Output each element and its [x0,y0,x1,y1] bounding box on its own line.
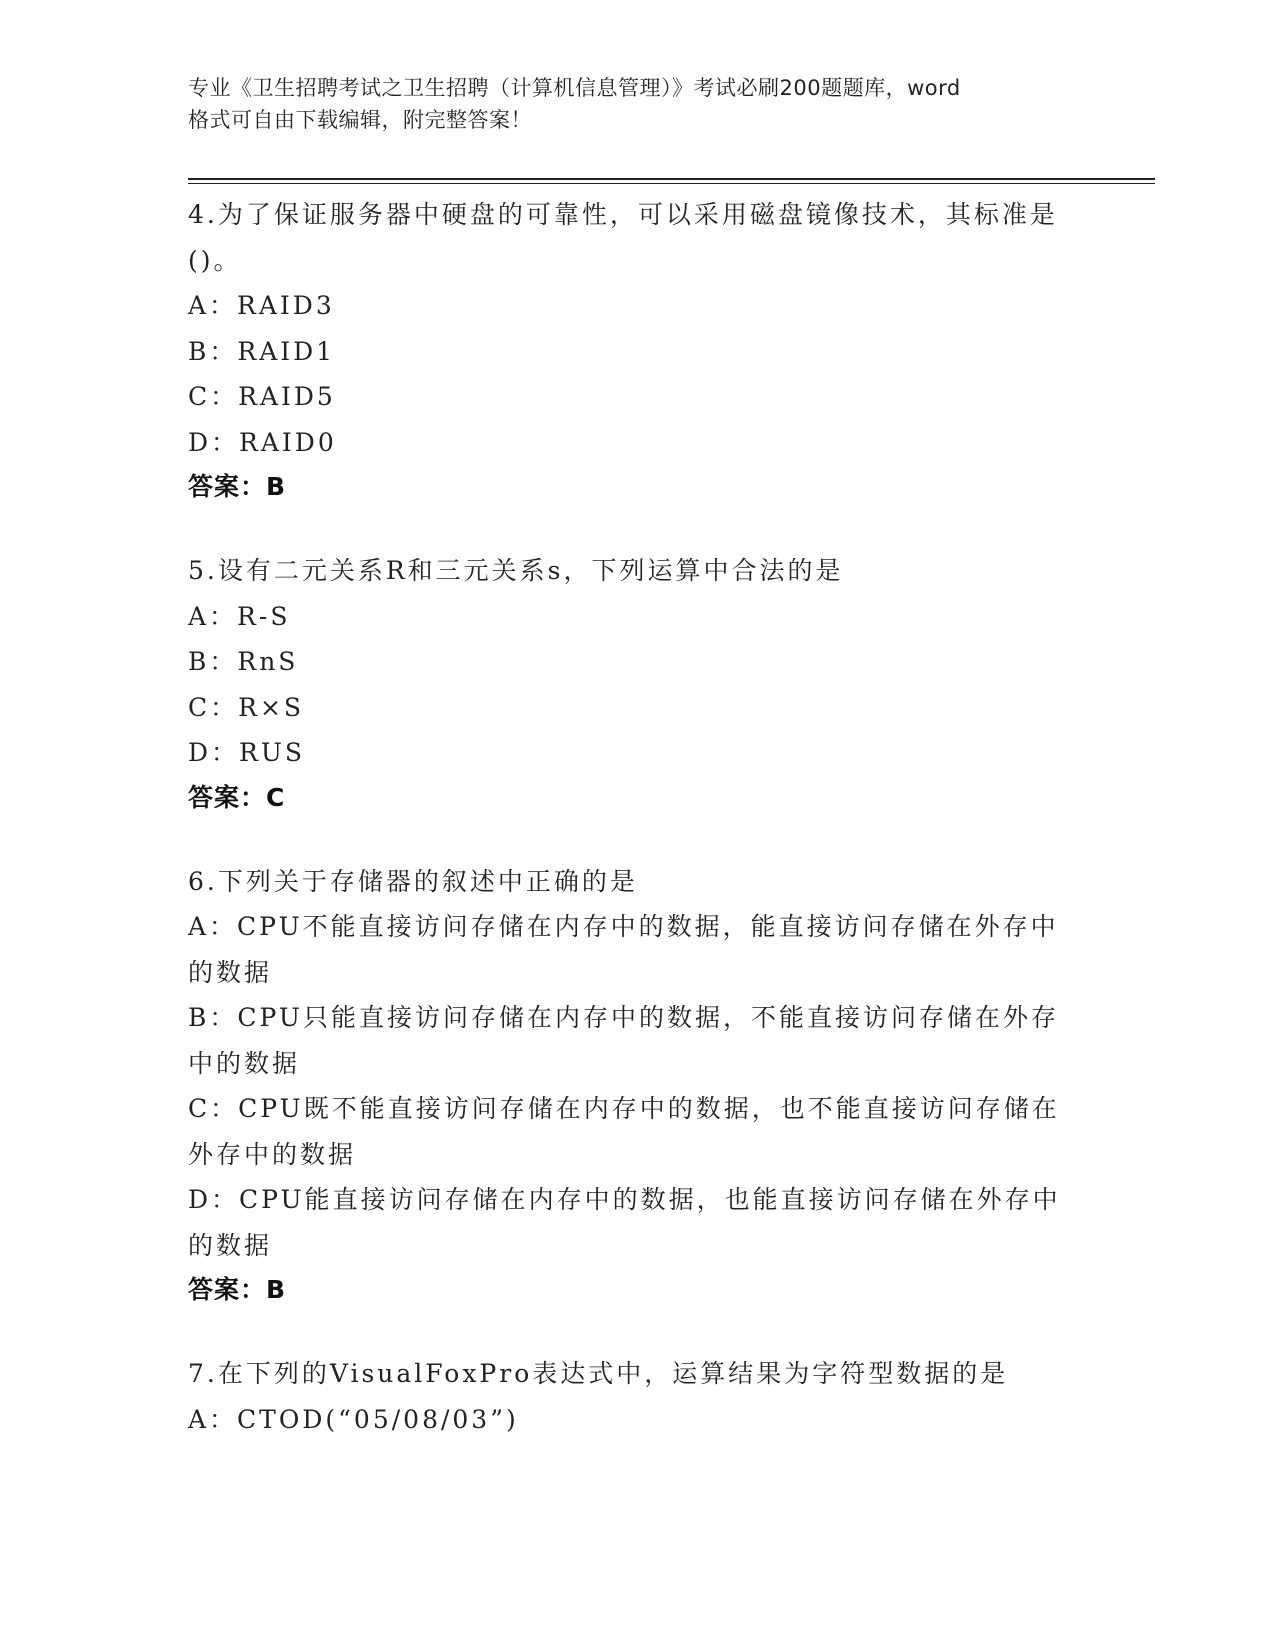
header-divider-thin [188,183,1155,184]
option-a: A：R-S [188,601,291,631]
option-d: D：CPU能直接访问存储在内存中的数据，也能直接访问存储在外存中的数据 [188,1185,1061,1260]
option-c: C：RAID5 [188,382,336,411]
option-d: D：RUS [188,738,306,767]
question-5 [188,548,1068,820]
header-line-2: 格式可自由下载编辑，附完整答案！ [188,108,532,132]
question-6 [188,859,1068,1313]
answer-label: 答案：B [188,472,287,501]
option-a: A：CPU不能直接访问存储在内存中的数据，能直接访问存储在外存中的数据 [188,912,1059,987]
question-stem: 4.为了保证服务器中硬盘的可靠性，可以采用磁盘镜像技术，其标准是()。 [188,200,1058,275]
question-stem: 6.下列关于存储器的叙述中正确的是 [188,866,638,896]
option-c: C：R×S [188,692,305,722]
header-line-1: 专业《卫生招聘考试之卫生招聘（计算机信息管理）》考试必刷200题题库，word [188,76,961,100]
option-a: A：CTOD(“05/08/03”) [188,1404,519,1434]
document-header [188,72,1088,136]
option-b: B：RAID1 [188,336,336,366]
question-stem: 7.在下列的VisualFoxPro表达式中，运算结果为字符型数据的是 [188,1359,1009,1388]
option-a: A：RAID3 [188,291,335,320]
option-d: D：RAID0 [188,427,337,457]
question-stem: 5.设有二元关系R和三元关系s，下列运算中合法的是 [188,556,844,585]
question-4 [188,192,1068,509]
question-7 [188,1351,1068,1442]
option-c: C：CPU既不能直接访问存储在内存中的数据，也不能直接访问存储在外存中的数据 [188,1094,1060,1169]
answer-label: 答案：C [188,782,286,812]
option-b: B：CPU只能直接访问存储在内存中的数据，不能直接访问存储在外存中的数据 [188,1003,1059,1078]
option-b: B：RnS [188,647,299,676]
question-list [188,192,1068,1481]
answer-label: 答案：B [188,1275,287,1304]
header-divider-thick [188,178,1155,180]
